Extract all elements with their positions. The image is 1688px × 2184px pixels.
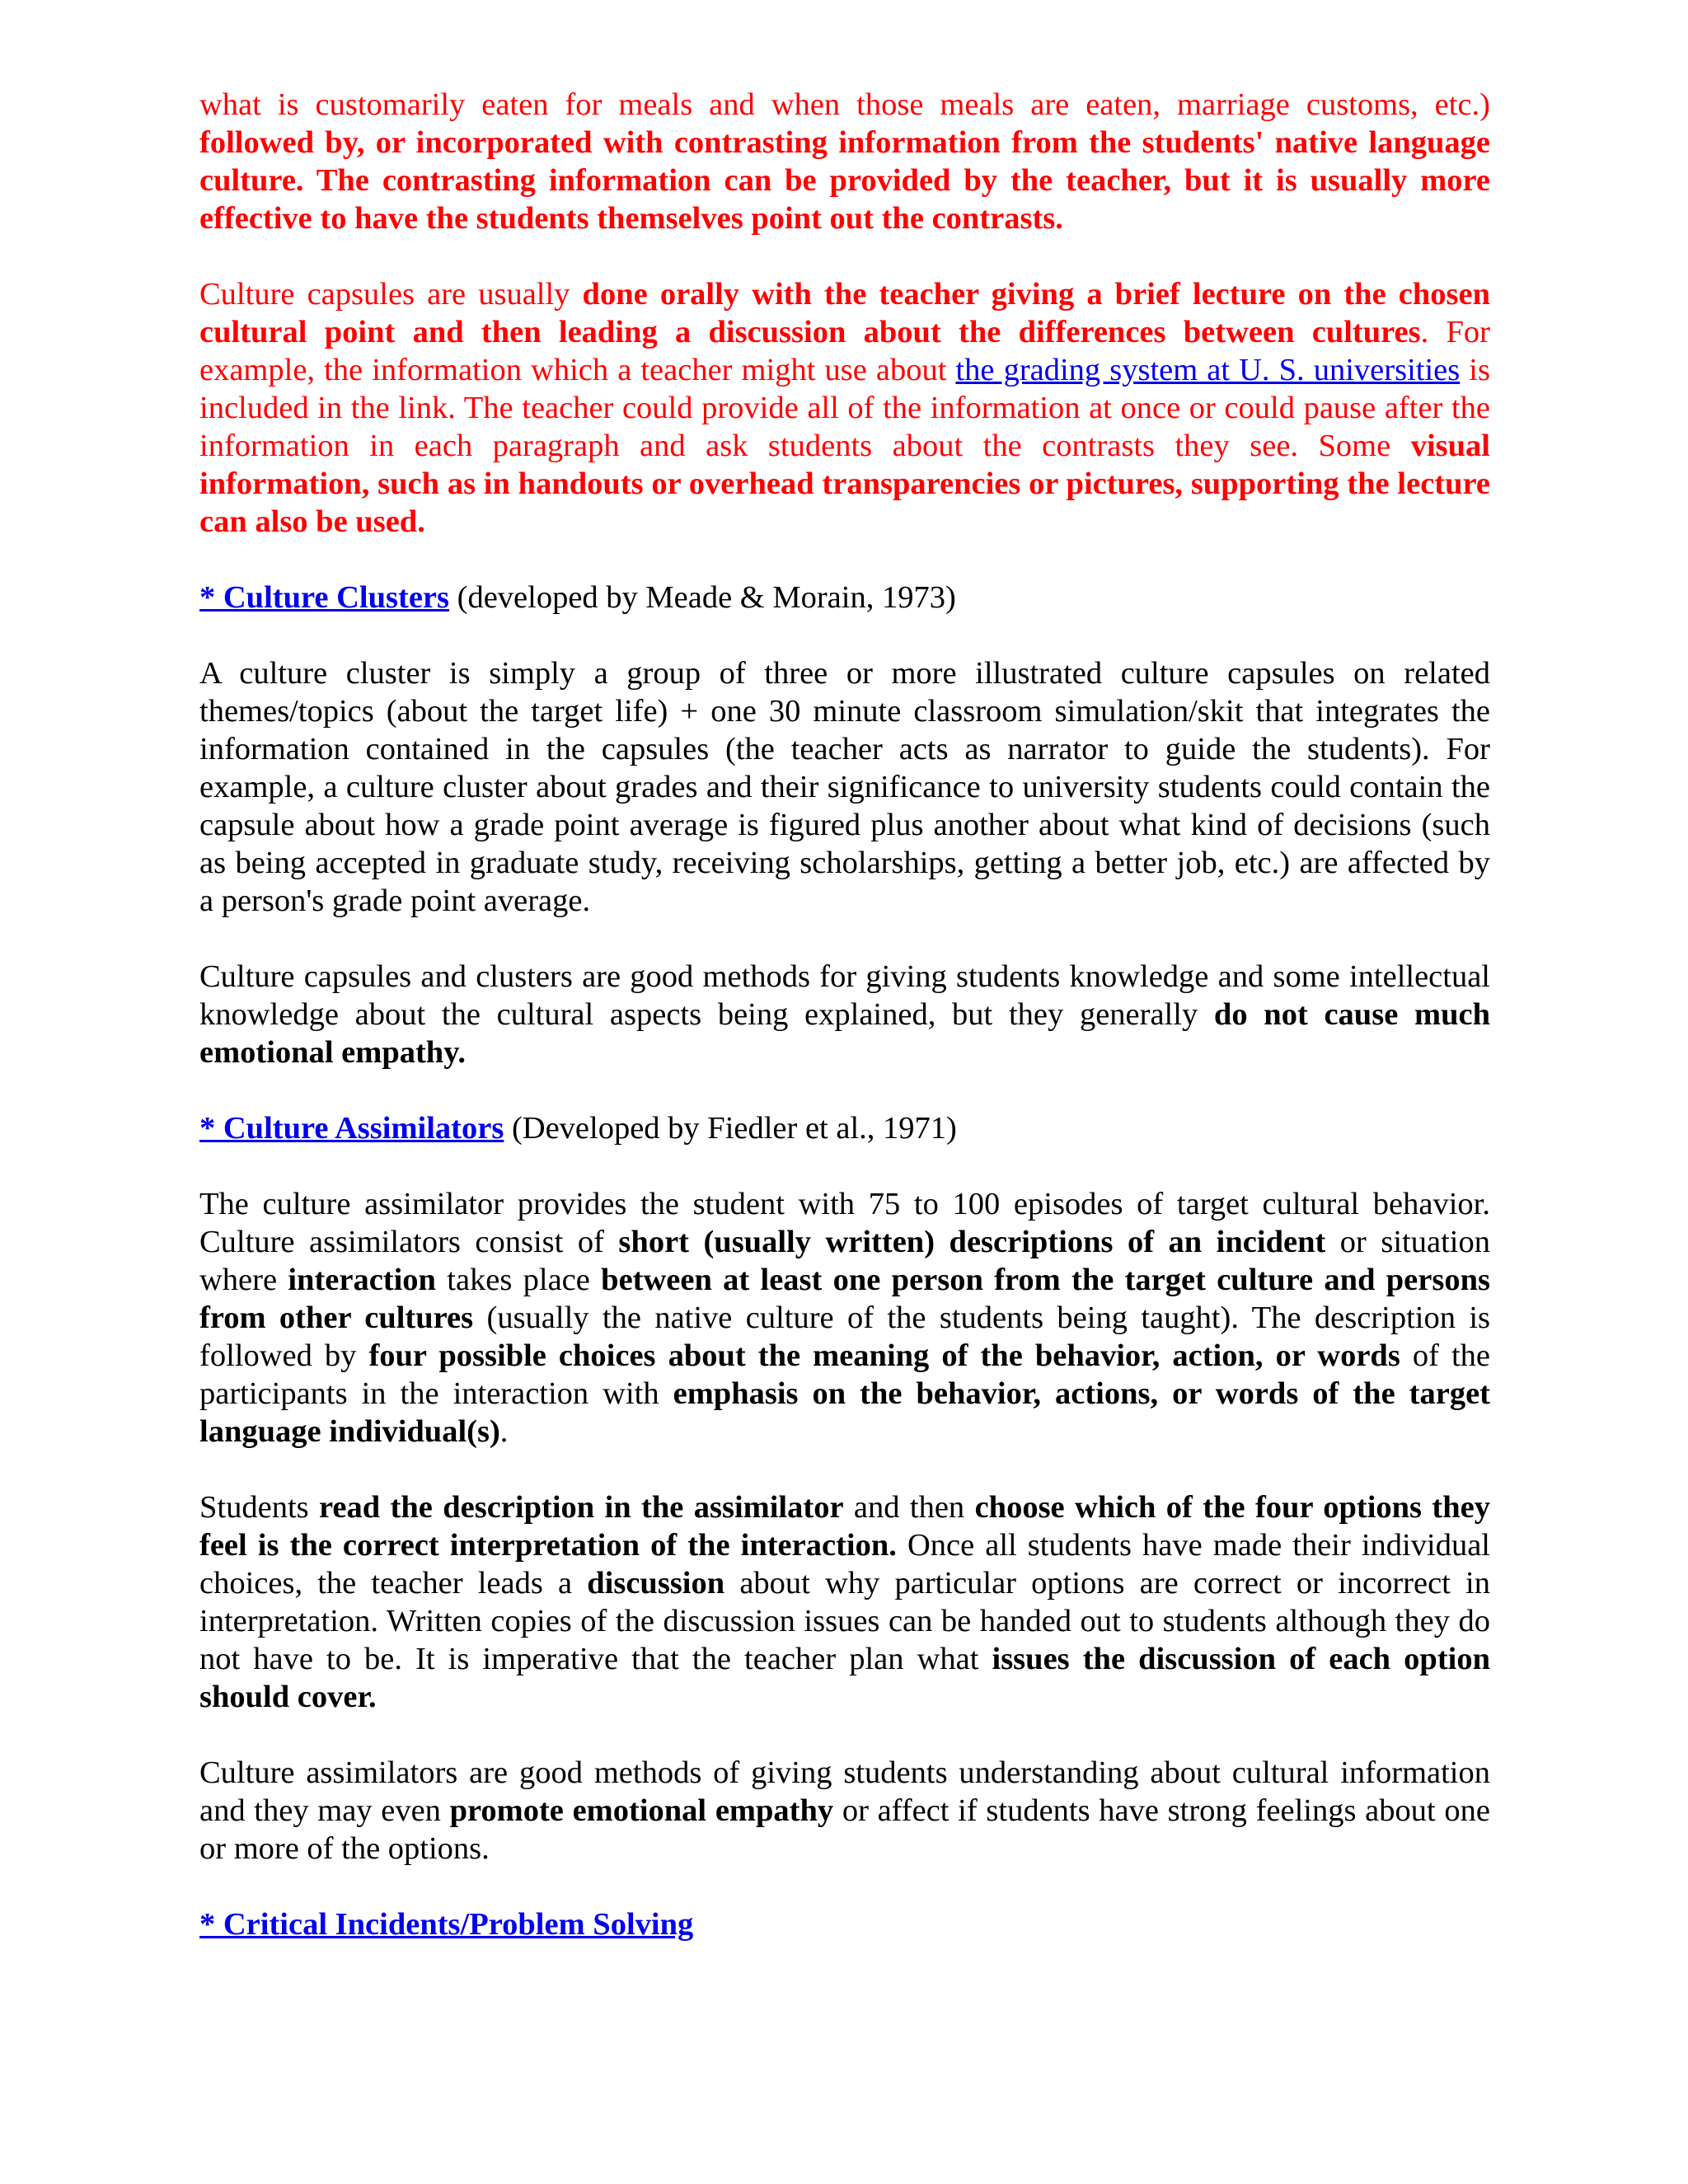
text-span: . [499, 1414, 509, 1449]
bold-span: interaction [288, 1263, 436, 1297]
bold-span: visual information, such as in handouts or overhead transparencies or pictures, supporting the lecture can also be used. [199, 429, 1490, 539]
bold-span: read the description in the assimilator [319, 1490, 844, 1525]
text-span: Students [199, 1490, 320, 1525]
bold-span: discussion [587, 1566, 725, 1601]
culture-clusters-link[interactable]: * Culture Clusters [199, 580, 449, 615]
text-span: what is customarily eaten for meals and when those meals are eaten, marriage customs, etc.) [199, 87, 1490, 122]
bold-span: followed by, or incorporated with contrasting information from the students' native language culture. The contrasting information can be provided by the teacher, but it is usually more effective to have the students themselves point out the contrasts. [199, 125, 1490, 236]
text-span: Culture assimilators are good methods of giving students understanding about cultural information and they may even [199, 1755, 1490, 1828]
paragraph-assimilator-procedure [199, 1488, 1490, 1716]
heading-note: (developed by Meade & Morain, 1973) [449, 580, 956, 615]
paragraph-assimilator-summary [199, 1754, 1490, 1868]
bold-span: short (usually written) descriptions of an incident [618, 1225, 1326, 1259]
bold-span: between at least one person from the target culture and persons from other cultures [199, 1263, 1490, 1335]
heading-note: (Developed by Fiedler et al., 1971) [504, 1111, 957, 1146]
text-span: or affect if students have strong feelings about one or more of the options. [199, 1793, 1490, 1866]
bold-span: choose which of the four options they feel is the correct interpretation of the interaction. [199, 1490, 1490, 1563]
culture-assimilators-heading [199, 1109, 1490, 1147]
document-body [199, 86, 1490, 1943]
text-span: Culture capsules are usually [199, 277, 583, 312]
text-span: (usually the native culture of the students being taught). The description is followed by [199, 1301, 1491, 1373]
text-span: The culture assimilator provides the student with 75 to 100 episodes of target cultural behavior. Culture assimilators consist of [199, 1187, 1490, 1259]
text-span: Once all students have made their individual choices, the teacher leads a [199, 1528, 1490, 1601]
bold-span: issues the discussion of each option should cover. [199, 1642, 1490, 1714]
text-span: A culture cluster is simply a group of three or more illustrated culture capsules on related themes/topics (about the target life) + one 30 minute classroom simulation/skit that integrates the information contained in the capsules (the teacher acts as narrator to guide the students). For example, a culture cluster about grades and their significance to university students could contain the capsule about how a grade point average is figured plus another about what kind of decisions (such as being accepted in graduate study, receiving scholarships, getting a better job, etc.) are affected by a person's grade point average. [199, 656, 1490, 918]
bold-span: emphasis on the behavior, actions, or words of the target language individual(s) [199, 1376, 1490, 1449]
grading-system-link[interactable]: the grading system at U. S. universities [955, 353, 1461, 387]
bold-span: promote emotional empathy [449, 1793, 834, 1828]
text-span: or situation where [199, 1225, 1490, 1297]
culture-clusters-heading [199, 579, 1490, 616]
bold-span: four possible choices about the meaning of the behavior, action, or words [368, 1338, 1400, 1373]
bold-span: done orally with the teacher giving a brief lecture on the chosen cultural point and then leading a discussion about the differences between cultures [199, 277, 1490, 349]
culture-assimilators-link[interactable]: * Culture Assimilators [199, 1111, 504, 1146]
text-span: takes place [435, 1263, 602, 1297]
text-span: . For example, the information which a teacher might use about [199, 315, 1491, 387]
text-span: about why particular options are correct or incorrect in interpretation. Written copies of the discussion issues can be handed out to students although they do not have to be. It is imperative that the teacher plan what [199, 1566, 1490, 1676]
text-span: is included in the link. The teacher could provide all of the information at once or could pause after the information in each paragraph and ask students about the contrasts they see. Some [199, 353, 1490, 463]
text-span: and then [843, 1490, 975, 1525]
paragraph-assimilator-description [199, 1185, 1490, 1451]
paragraph-culture-cluster [199, 654, 1490, 920]
bold-span: do not cause much emotional empathy. [199, 997, 1490, 1070]
text-span: Culture capsules and clusters are good methods for giving students knowledge and some intellectual knowledge about the cultural aspects being explained, but they generally [199, 959, 1490, 1032]
text-span: of the participants in the interaction with [199, 1338, 1491, 1411]
critical-incidents-link[interactable]: * Critical Incidents/Problem Solving [199, 1907, 694, 1942]
paragraph-capsules-clusters-summary [199, 958, 1490, 1071]
paragraph-capsule-contrast [199, 86, 1490, 237]
critical-incidents-heading [199, 1905, 1490, 1943]
paragraph-capsule-method [199, 275, 1490, 541]
